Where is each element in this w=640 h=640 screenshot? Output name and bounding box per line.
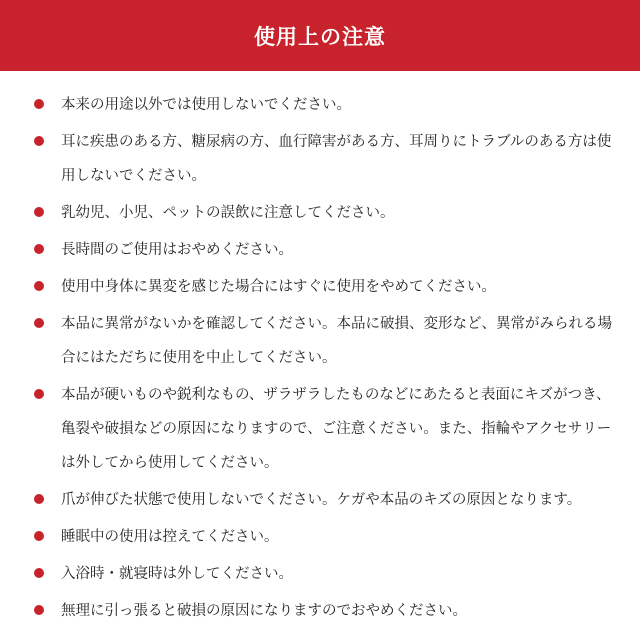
list-item bbox=[34, 125, 620, 193]
note-text: 睡眠中の使用は控えてください。 bbox=[61, 529, 279, 545]
list-item bbox=[34, 196, 620, 230]
note-text: 長時間のご使用はおやめください。 bbox=[61, 242, 293, 258]
bullet-icon bbox=[34, 531, 44, 541]
list-item bbox=[34, 557, 620, 591]
list-item bbox=[34, 88, 620, 122]
note-text: 乳幼児、小児、ペットの誤飲に注意してください。 bbox=[61, 205, 395, 221]
list-item bbox=[34, 307, 620, 375]
bullet-icon bbox=[34, 605, 44, 615]
bullet-icon bbox=[34, 99, 44, 109]
header-banner bbox=[0, 0, 640, 71]
note-text: 本品に異常がないかを確認してください。本品に破損、変形など、異常がみられる場合にはただちに使用を中止してください。 bbox=[61, 316, 612, 366]
caution-list bbox=[34, 88, 620, 631]
bullet-icon bbox=[34, 318, 44, 328]
list-item bbox=[34, 378, 620, 480]
note-text: 耳に疾患のある方、糖尿病の方、血行障害がある方、耳周りにトラブルのある方は使用しないでください。 bbox=[61, 134, 612, 184]
page-title: 使用上の注意 bbox=[254, 24, 386, 49]
bullet-icon bbox=[34, 244, 44, 254]
bullet-icon bbox=[34, 568, 44, 578]
note-text: 無理に引っ張ると破損の原因になりますのでおやめください。 bbox=[61, 603, 467, 619]
note-text: 爪が伸びた状態で使用しないでください。ケガや本品のキズの原因となります。 bbox=[61, 492, 582, 508]
note-text: 使用中身体に異変を感じた場合にはすぐに使用をやめてください。 bbox=[61, 279, 496, 295]
bullet-icon bbox=[34, 136, 44, 146]
note-text: 本来の用途以外では使用しないでください。 bbox=[61, 97, 351, 113]
bullet-icon bbox=[34, 494, 44, 504]
note-text: 入浴時・就寝時は外してください。 bbox=[61, 566, 293, 582]
list-item bbox=[34, 520, 620, 554]
list-item bbox=[34, 233, 620, 267]
bullet-icon bbox=[34, 207, 44, 217]
bullet-icon bbox=[34, 281, 44, 291]
list-item bbox=[34, 594, 620, 628]
bullet-icon bbox=[34, 389, 44, 399]
list-item bbox=[34, 270, 620, 304]
note-text: 本品が硬いものや鋭利なもの、ザラザラしたものなどにあたると表面にキズがつき、亀裂や破損などの原因になりますので、ご注意ください。また、指輪やアクセサリーは外してから使用してください。 bbox=[61, 387, 612, 471]
list-item bbox=[34, 483, 620, 517]
